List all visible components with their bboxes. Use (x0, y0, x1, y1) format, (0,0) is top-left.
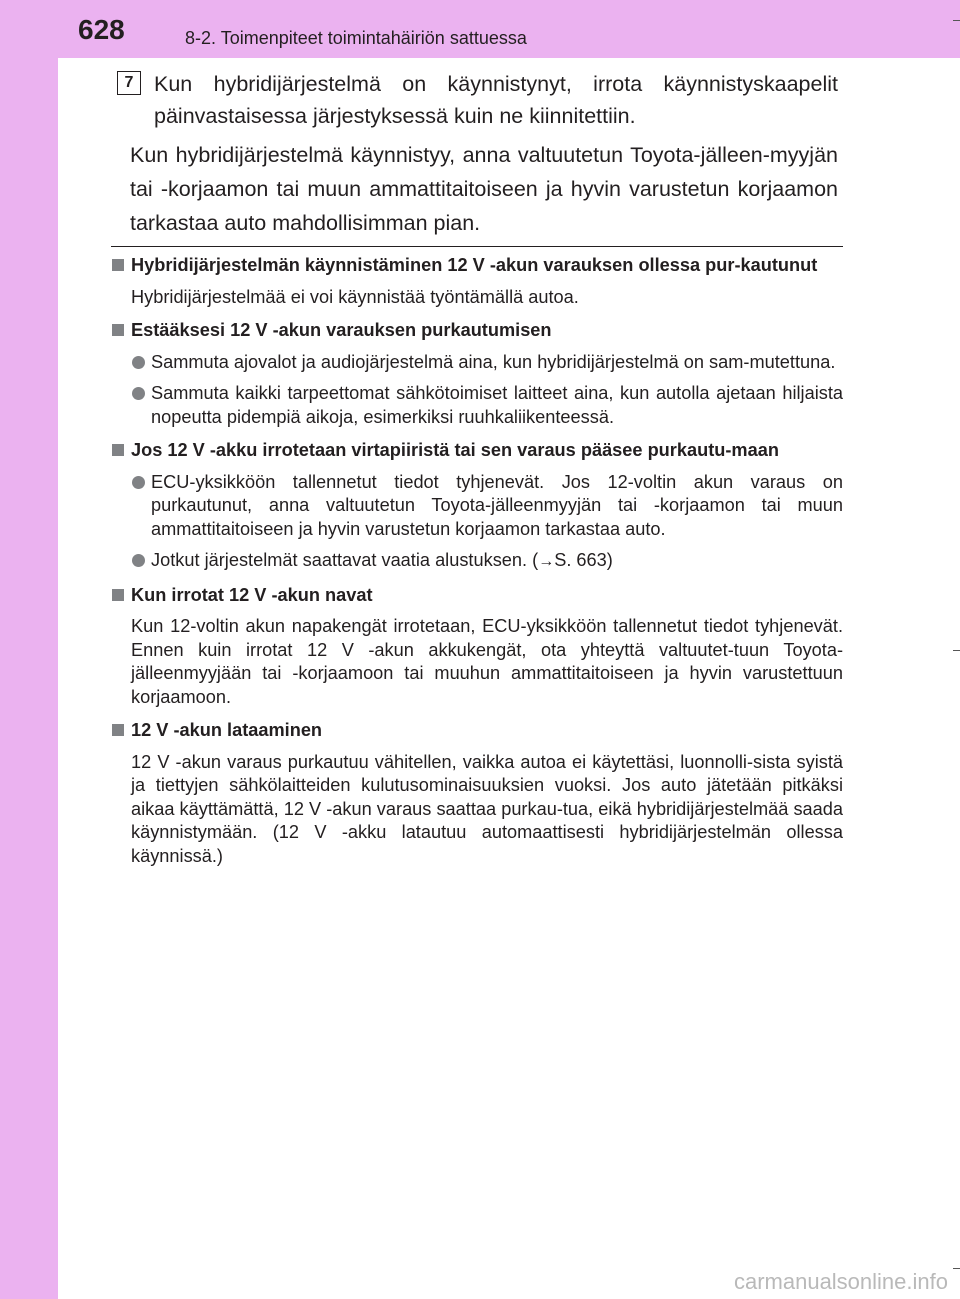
section-divider (111, 246, 843, 247)
circle-bullet-icon (132, 356, 145, 369)
notes-section (111, 254, 843, 878)
step-number-box: 7 (117, 71, 141, 95)
topic-1 (111, 254, 843, 309)
square-bullet-icon (112, 444, 124, 456)
bullet-item: Sammuta kaikki tarpeettomat sähkötoimiset laitteet aina, kun autolla ajetaan hiljaista nopeutta pidempiä aikoja, esimerkiksi ruuhkaliikenteessä. (131, 382, 843, 429)
topic-2 (111, 319, 843, 429)
topic-heading: 12 V -akun lataaminen (111, 719, 843, 743)
topic-body: Hybridijärjestelmää ei voi käynnistää työntämällä autoa. (131, 286, 579, 307)
circle-bullet-icon (132, 387, 145, 400)
circle-bullet-icon (132, 554, 145, 567)
square-bullet-icon (112, 324, 124, 336)
square-bullet-icon (112, 259, 124, 271)
step-text: Kun hybridijärjestelmä on käynnistynyt, irrota käynnistyskaapelit päinvastaisessa järjestyksessä kuin ne kiinnitettiin. (154, 72, 838, 128)
bullet-item: ECU-yksikköön tallennetut tiedot tyhjenevät. Jos 12-voltin akun varaus on purkautunut, anna valtuutetun Toyota-jälleenmyyjän tai -korjaamon tai muun ammattitaitoiseen ja hyvin varustetun korjaamon tarkastaa auto. (131, 471, 843, 542)
chapter-sidebar (0, 0, 58, 1299)
watermark: carmanualsonline.info (733, 1269, 948, 1294)
intro-note: Kun hybridijärjestelmä käynnistyy, anna valtuutetun Toyota-jälleen-myyjän tai -korjaamon tai muun ammattitaitoiseen ja hyvin varustetun korjaamon tarkastaa auto mahdollisimman pian. (130, 143, 838, 235)
page-number: 628 (78, 14, 125, 45)
topic-heading: Jos 12 V -akku irrotetaan virtapiiristä tai sen varaus pääsee purkautu-maan (111, 439, 843, 463)
topic-5 (111, 719, 843, 868)
topic-heading: Kun irrotat 12 V -akun navat (111, 584, 843, 608)
arrow-right-icon: → (538, 553, 555, 570)
crop-mark (953, 1268, 960, 1269)
circle-bullet-icon (132, 476, 145, 489)
topic-body: 12 V -akun varaus purkautuu vähitellen, vaikka autoa ei käytettäsi, luonnolli-sista syistä ja tiettyjen sähkölaitteiden kulutusominaisuuksien vuoksi. Jos auto jätetään pitkäksi aikaa käyttämättä, 12 V -akun varaus saattaa purkau-tua, eikä hybridijärjestelmää saada käynnistymään. (12 V -akku latautuu automaattisesti hybridijärjestelmän ollessa käynnissä.) (131, 751, 843, 866)
topic-body: Kun 12-voltin akun napakengät irrotetaan, ECU-yksikköön tallennetut tiedot tyhjenevät. Ennen kuin irrotat 12 V -akun akkukengät, ota yhteyttä valtuutet-tuun Toyota-jälleenmyyjään tai -korjaamoon tai muuhun ammattitaitoiseen ja hyvin varustettuun korjaamoon. (131, 616, 843, 707)
bullet-item-reference: Jotkut järjestelmät saattavat vaatia alustuksen. (→S. 663) (131, 549, 843, 574)
section-title: 8-2. Toimenpiteet toimintahäiriön sattuessa (185, 28, 527, 48)
square-bullet-icon (112, 724, 124, 736)
crop-mark (953, 20, 960, 21)
topic-4 (111, 584, 843, 710)
bullet-item: Sammuta ajovalot ja audiojärjestelmä aina, kun hybridijärjestelmä on sam-mutettuna. (131, 351, 843, 375)
topic-3 (111, 439, 843, 574)
topic-heading: Hybridijärjestelmän käynnistäminen 12 V -akun varauksen ollessa pur-kautunut (111, 254, 843, 278)
square-bullet-icon (112, 589, 124, 601)
topic-heading: Estääksesi 12 V -akun varauksen purkautumisen (111, 319, 843, 343)
crop-mark (953, 650, 960, 651)
page-reference-link[interactable]: S. 663) (554, 550, 613, 570)
